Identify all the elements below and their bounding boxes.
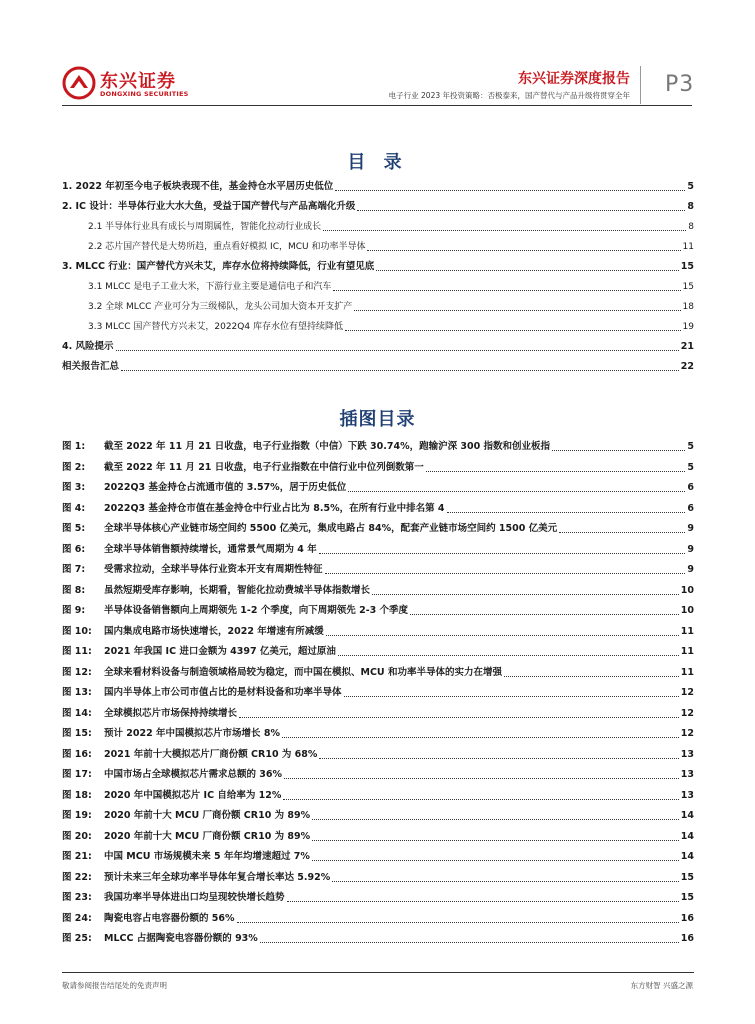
figure-entry[interactable] — [62, 933, 694, 945]
figure-page: 6 — [687, 503, 694, 514]
figure-page: 9 — [687, 544, 694, 555]
figure-caption: 半导体设备销售额向上周期领先 1-2 个季度，向下周期领先 2-3 个季度 — [104, 605, 409, 616]
figure-number: 图 2: — [62, 462, 86, 473]
figure-caption: 2020 年前十大 MCU 厂商份额 CR10 为 89% — [104, 831, 311, 842]
dot-leader — [345, 330, 681, 331]
toc-entry-page: 8 — [687, 201, 694, 212]
footer-slogan: 东方财智 兴盛之源 — [630, 981, 693, 990]
figure-caption: 2021 年我国 IC 进口金额为 4397 亿美元，超过原油 — [104, 646, 336, 657]
figure-entry[interactable] — [62, 605, 694, 617]
figure-number: 图 13: — [62, 687, 92, 698]
figure-page: 10 — [680, 585, 694, 596]
dot-leader — [287, 901, 679, 902]
figure-number: 图 14: — [62, 708, 92, 719]
figure-caption: 预计未来三年全球功率半导体年复合增长率达 5.92% — [104, 872, 331, 883]
toc-entry-label: 3.2 全球 MLCC 产业可分为三级梯队，龙头公司加大资本开支扩产 — [88, 302, 353, 312]
figure-number: 图 24: — [62, 913, 92, 924]
figure-caption: 中国 MCU 市场规模未来 5 年年均增速超过 7% — [104, 851, 310, 862]
toc-entry-page: 15 — [682, 282, 694, 292]
figure-page: 5 — [687, 462, 694, 473]
dot-leader — [367, 250, 680, 251]
figure-entry[interactable] — [62, 810, 694, 822]
dot-leader — [239, 717, 679, 718]
figure-number: 图 4: — [62, 503, 86, 514]
dot-leader — [410, 614, 679, 615]
figure-page: 14 — [680, 851, 694, 862]
figure-page: 11 — [680, 626, 694, 637]
figure-page: 15 — [680, 892, 694, 903]
figure-caption: 全球半导体核心产业链市场空间约 5500 亿美元，集成电路占 84%，配套产业链市场空间约 1500 亿美元 — [104, 523, 558, 534]
figure-entry[interactable] — [62, 892, 694, 904]
figure-page: 14 — [680, 810, 694, 821]
toc-entry[interactable] — [88, 281, 694, 293]
figure-entry[interactable] — [62, 646, 694, 658]
logo-chinese-name: 东兴证券 — [100, 71, 176, 92]
dot-leader — [426, 471, 686, 472]
header-divider — [640, 66, 641, 104]
dot-leader — [504, 676, 679, 677]
figure-caption: 2020 年前十大 MCU 厂商份额 CR10 为 89% — [104, 810, 311, 821]
figure-entry[interactable] — [62, 482, 694, 494]
figure-page: 13 — [680, 790, 694, 801]
dot-leader — [282, 737, 679, 738]
report-subtitle: 电子行业 2023 年投资策略：否极泰来，国产替代与产品升级将贯穿全年 — [388, 91, 630, 100]
dot-leader — [237, 922, 679, 923]
figure-number: 图 23: — [62, 892, 92, 903]
figure-caption: 我国功率半导体进出口均呈现较快增长趋势 — [104, 892, 285, 903]
figure-caption: 虽然短期受库存影响，长期看，智能化拉动费城半导体指数增长 — [104, 585, 371, 596]
figure-entry[interactable] — [62, 831, 694, 843]
figure-entry[interactable] — [62, 523, 694, 535]
figure-caption: 2020 年中国模拟芯片 IC 自给率为 12% — [104, 790, 282, 801]
figure-entry[interactable] — [62, 667, 694, 679]
figure-page: 5 — [687, 441, 694, 452]
toc-entry-page: 19 — [682, 322, 694, 332]
figure-caption: 预计 2022 年中国模拟芯片市场增长 8% — [104, 728, 280, 739]
figure-entry[interactable] — [62, 728, 694, 740]
figure-entry[interactable] — [62, 544, 694, 556]
dot-leader — [447, 512, 686, 513]
figure-entry[interactable] — [62, 708, 694, 720]
figure-number: 图 5: — [62, 523, 86, 534]
toc-entry[interactable] — [88, 301, 694, 313]
dot-leader — [325, 573, 686, 574]
figure-page: 12 — [680, 708, 694, 719]
figure-number: 图 25: — [62, 933, 92, 944]
toc-entry-label: 2.1 半导体行业具有成长与周期属性，智能化拉动行业成长 — [88, 222, 322, 232]
report-brand: 东兴证券深度报告 — [518, 71, 630, 87]
figure-number: 图 10: — [62, 626, 92, 637]
figure-page: 14 — [680, 831, 694, 842]
dot-leader — [354, 310, 680, 311]
figure-entry[interactable] — [62, 585, 694, 597]
figure-entry[interactable] — [62, 626, 694, 638]
toc-entry-label: 3. MLCC 行业：国产替代方兴未艾，库存水位将持续降低，行业有望见底 — [62, 261, 375, 272]
figure-number: 图 7: — [62, 564, 86, 575]
figure-page: 13 — [680, 769, 694, 780]
figure-caption: 国内半导体上市公司市值占比的是材料设备和功率半导体 — [104, 687, 342, 698]
figure-caption: 全球半导体销售额持续增长，通常景气周期为 4 年 — [104, 544, 317, 555]
figure-number: 图 22: — [62, 872, 92, 883]
toc-entry-label: 3.1 MLCC 是电子工业大米，下游行业主要是通信电子和汽车 — [88, 282, 332, 292]
dot-leader — [283, 799, 678, 800]
toc-entry-label: 4. 风险提示 — [62, 341, 114, 352]
figure-caption: 受需求拉动，全球半导体行业资本开支有周期性特征 — [104, 564, 323, 575]
toc-entry-label: 3.3 MLCC 国产替代方兴未艾，2022Q4 库存水位有望持续降低 — [88, 322, 343, 332]
dot-leader — [121, 370, 679, 371]
figure-entry[interactable] — [62, 462, 694, 474]
toc-entry-page: 11 — [682, 242, 694, 252]
figure-page: 6 — [687, 482, 694, 493]
figure-page: 11 — [680, 667, 694, 678]
toc-title: 目 录 — [347, 152, 408, 173]
figure-number: 图 20: — [62, 831, 92, 842]
toc-entry-label: 相关报告汇总 — [62, 361, 120, 372]
toc-entry[interactable] — [62, 181, 694, 193]
figure-page: 10 — [680, 605, 694, 616]
dot-leader — [333, 290, 680, 291]
figure-caption: 国内集成电路市场快速增长，2022 年增速有所减缓 — [104, 626, 324, 637]
company-logo — [62, 66, 192, 106]
figure-entry[interactable] — [62, 913, 694, 925]
dot-leader — [376, 270, 678, 271]
dot-leader — [559, 532, 685, 533]
figure-number: 图 12: — [62, 667, 92, 678]
figure-caption: MLCC 占据陶瓷电容器份额的 93% — [104, 933, 258, 944]
figure-page: 13 — [680, 749, 694, 760]
figure-caption: 全球来看材料设备与制造领域格局较为稳定，而中国在模拟、MCU 和功率半导体的实力在增强 — [104, 667, 502, 678]
figure-caption: 2022Q3 基金持仓市值在基金持仓中行业占比为 8.5%，在所有行业中排名第 4 — [104, 503, 445, 514]
figure-entry[interactable] — [62, 503, 694, 515]
figure-number: 图 16: — [62, 749, 92, 760]
figure-caption: 2022Q3 基金持仓占流通市值的 3.57%，居于历史低位 — [104, 482, 347, 493]
figure-page: 9 — [687, 564, 694, 575]
figure-entry[interactable] — [62, 441, 694, 453]
figure-page: 11 — [680, 646, 694, 657]
figure-page: 15 — [680, 872, 694, 883]
footer-rule — [62, 972, 694, 973]
figure-caption: 截至 2022 年 11 月 21 日收盘，电子行业指数（中信）下跌 30.74%，跑输沪深 300 指数和创业板指 — [104, 441, 551, 452]
dot-leader — [323, 230, 686, 231]
figure-entry[interactable] — [62, 790, 694, 802]
figure-caption: 截至 2022 年 11 月 21 日收盘，电子行业指数在中信行业中位列倒数第一 — [104, 462, 424, 473]
figure-entry[interactable] — [62, 872, 694, 884]
toc-entry-label: 1. 2022 年初至今电子板块表现不佳，基金持仓水平居历史低位 — [62, 181, 334, 192]
toc-entry[interactable] — [62, 361, 694, 373]
figure-number: 图 8: — [62, 585, 86, 596]
dot-leader — [357, 210, 685, 211]
figure-caption: 陶瓷电容占电容器份额的 56% — [104, 913, 235, 924]
figure-page: 12 — [680, 728, 694, 739]
logo-english-name: DONGXING SECURITIES — [100, 90, 189, 98]
toc-entry-label: 2.2 芯片国产替代是大势所趋，重点看好模拟 IC，MCU 和功率半导体 — [88, 242, 366, 252]
dot-leader — [312, 819, 679, 820]
toc-entry-page: 8 — [688, 222, 694, 232]
figure-caption: 全球模拟芯片市场保持持续增长 — [104, 708, 238, 719]
page-header — [0, 0, 755, 112]
figure-entry[interactable] — [62, 749, 694, 761]
toc-entry[interactable] — [62, 341, 694, 353]
dot-leader — [312, 840, 679, 841]
toc-entry-page: 22 — [680, 361, 694, 372]
figure-caption: 中国市场占全球模拟芯片需求总额的 36% — [104, 769, 283, 780]
toc-entry[interactable] — [88, 221, 694, 233]
dot-leader — [284, 778, 679, 779]
figure-page: 16 — [680, 913, 694, 924]
figure-number: 图 6: — [62, 544, 86, 555]
figure-number: 图 19: — [62, 810, 92, 821]
toc-entry-label: 2. IC 设计：半导体行业大水大鱼，受益于国产替代与产品高端化升级 — [62, 201, 356, 212]
logo-mark-icon — [62, 66, 96, 100]
figure-page: 16 — [680, 933, 694, 944]
page-number: P3 — [665, 72, 695, 97]
toc-entry[interactable] — [62, 201, 694, 213]
dot-leader — [552, 450, 685, 451]
dot-leader — [348, 491, 685, 492]
toc-entry-page: 15 — [680, 261, 694, 272]
header-rule — [62, 105, 692, 106]
figures-title: 插图目录 — [339, 409, 416, 430]
figure-number: 图 1: — [62, 441, 86, 452]
dot-leader — [372, 594, 679, 595]
figure-number: 图 3: — [62, 482, 86, 493]
dot-leader — [260, 942, 679, 943]
figure-page: 12 — [680, 687, 694, 698]
toc-entry[interactable] — [88, 321, 694, 333]
figure-number: 图 18: — [62, 790, 92, 801]
toc-entry[interactable] — [88, 241, 694, 253]
dot-leader — [319, 758, 678, 759]
dot-leader — [319, 553, 686, 554]
dot-leader — [335, 190, 685, 191]
dot-leader — [312, 860, 679, 861]
toc-entry[interactable] — [62, 261, 694, 273]
figure-number: 图 17: — [62, 769, 92, 780]
toc-entry-page: 18 — [682, 302, 694, 312]
figure-entry[interactable] — [62, 687, 694, 699]
dot-leader — [344, 696, 679, 697]
figure-entry[interactable] — [62, 769, 694, 781]
figure-entry[interactable] — [62, 564, 694, 576]
figure-entry[interactable] — [62, 851, 694, 863]
dot-leader — [338, 655, 679, 656]
figure-page: 9 — [687, 523, 694, 534]
figure-number: 图 21: — [62, 851, 92, 862]
dot-leader — [116, 350, 679, 351]
footer-disclaimer: 敬请参阅报告结尾处的免责声明 — [62, 981, 167, 990]
figure-caption: 2021 年前十大模拟芯片厂商份额 CR10 为 68% — [104, 749, 318, 760]
figure-number: 图 9: — [62, 605, 86, 616]
dot-leader — [332, 881, 678, 882]
figure-number: 图 11: — [62, 646, 92, 657]
toc-entry-page: 5 — [687, 181, 694, 192]
dot-leader — [326, 635, 679, 636]
toc-entry-page: 21 — [680, 341, 694, 352]
figure-number: 图 15: — [62, 728, 92, 739]
